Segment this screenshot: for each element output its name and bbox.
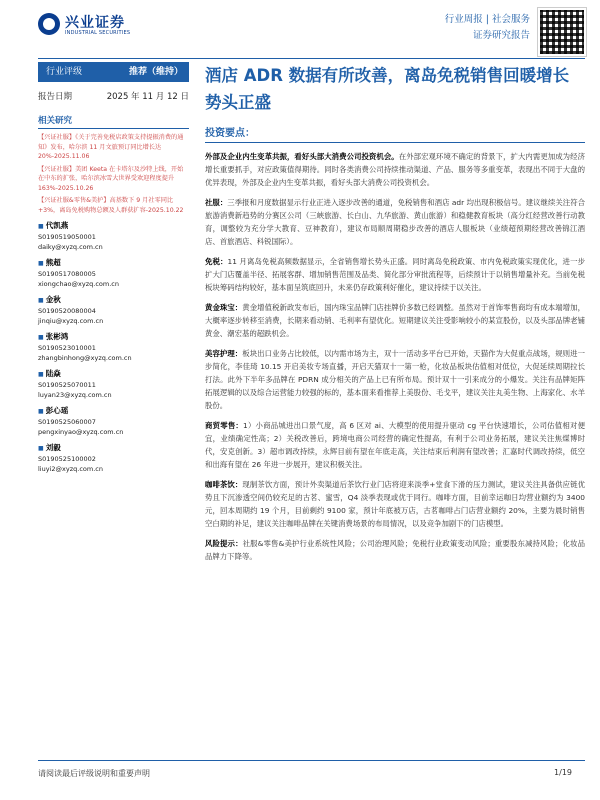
paragraph — [205, 347, 585, 412]
company-logo — [38, 10, 148, 40]
related-item[interactable]: 【兴证社服】《关于完善免税店政策支持提振消费的通知》发布，哈尔滨 11 月文旅预订同比增长达 20%-2025.11.06 — [38, 134, 184, 160]
analyst-entry — [38, 332, 189, 363]
analyst-email[interactable]: luyan23@xyzq.com.cn — [38, 391, 112, 399]
paragraph — [205, 419, 585, 471]
paragraph-text: 11 月离岛免税高频数据显示，全省销售增长势头正盛。同时离岛免税政策、市内免税政策实现优化，进一步扩大门店覆盖半径、拓展客群、增加销售范围及品类、简化部分审批流程等，后续预计于以销售增量补充。当前免税板块筹码结构较好，基本面呈筑底回升，未来仍存政策利好催化，建议持续于以关注。 — [205, 257, 585, 292]
report-date — [38, 90, 189, 102]
analyst-name: ■ 刘毅 — [38, 443, 189, 454]
analyst-id: S0190523010001 — [38, 344, 96, 352]
analyst-name: ■ 张彬鸿 — [38, 332, 189, 343]
header-report-type: 证券研究报告 — [472, 30, 530, 41]
paragraph-text: 板块出口业务占比较低，以内需市场为主，双十一活动多平台已开始，天猫作为大促重点战场，规则进一步简化，李佳琦 10.15 开启美妆专场直播，开启天猫双十一第一枪，化妆品板块估值相对低位，大促延续周期拉长打法。此外下半年多品牌在 PDRN 成分相关的产品上已有所布局。预计双十一引来成分的小爆发。关注有品牌矩阵拓展逻辑的以及综合运营能力较强的标的，基本面来看推荐上美股份、毛戈平，建议关注丸美生物、上海家化、水羊股份。 — [205, 349, 585, 410]
analyst-name: ■ 彭心瑶 — [38, 406, 189, 417]
main-content — [205, 62, 585, 563]
paragraph-text: 在外部宏观环境不确定的背景下，扩大内需更加成为经济增长重要抓手，对应政策值得期待。同时各类消费公司持续推动渠道、产品、服务等多重变革，表现出不同于大盘的优异表现，外部及企业内生变革共振，看好头部大消费公司投资机会。 — [205, 152, 585, 187]
analyst-entry — [38, 258, 189, 289]
paragraph-lead: 免税： — [205, 257, 228, 266]
paragraph-lead: 黄金珠宝： — [205, 303, 243, 312]
analyst-entry — [38, 295, 189, 326]
rating-value: 推荐（维持） — [110, 62, 189, 82]
paragraph-text: 1）小商品城进出口景气度，高 6 区对 ai、大模型的使用提升驱动 cg 平台快速增长，公司估值相对便宜，业绩确定性高；2）关税改善后，跨境电商公司经营的确定性提高，有利于公司业务拓展，建议关注焦煤博时代，安克创新。3）超市调改持续，永辉目前有望在年底走高，关注结束后利润有望改善；汇嘉时代调改持续，低空和出海有望在 26 年进一步展开，建议积极关注。 — [205, 421, 585, 469]
report-title: 酒店 ADR 数据有所改善，离岛免税销售回暖增长势头正盛 — [205, 66, 570, 112]
date-label: 报告日期 — [38, 92, 73, 102]
analyst-id: S0190525060007 — [38, 418, 96, 426]
analyst-email[interactable]: pengxinyao@xyzq.com.cn — [38, 428, 124, 436]
paragraph-lead: 社服： — [205, 198, 228, 207]
logo-text-en: INDUSTRIAL SECURITIES — [65, 30, 131, 36]
paragraph — [205, 150, 585, 189]
analyst-id: S0190519050001 — [38, 233, 96, 241]
related-research-title: 相关研究 — [38, 114, 189, 129]
analyst-id: S0190525070011 — [38, 381, 96, 389]
paragraph-lead: 美容护理： — [205, 349, 243, 358]
related-item[interactable]: 【兴证社服】美团 Keeta 在卡塔尔及沙特上线，开始在中东的扩张，哈尔滨冰雪大世界受欢迎程度提升 163%-2025.10.26 — [38, 165, 184, 192]
paragraph — [205, 478, 585, 530]
paragraph — [205, 301, 585, 340]
paragraph — [205, 537, 585, 563]
rating-tag — [38, 62, 189, 82]
analyst-email[interactable]: xiongchao@xyzq.com.cn — [38, 280, 119, 288]
analyst-name: ■ 金秋 — [38, 295, 189, 306]
analyst-entry — [38, 443, 189, 474]
analyst-name: ■ 陆焱 — [38, 369, 189, 380]
analyst-entry — [38, 369, 189, 400]
page-number: 1/19 — [554, 768, 572, 777]
related-item[interactable]: 【兴证社服&零售&美护】高基数下 9 月社零同比+3%，离岛免税购物总额及人群获扩容-2025.10.22 — [38, 197, 184, 214]
paragraph-text: 现制茶饮方面，预计外卖渠道后茶饮行业门店将迎来淡季+堂食下滑的压力测试，建议关注具备供应链优势且下沉渗透空间仍较充足的古茗、蜜雪，Q4 淡季表现或优于同行。咖啡方面，目前幸运咖日均营业额约为 3400 元，回本周期约 19 个月，目前剩约 9100 家，预计年底被万店，古茗咖啡占门店营业额约 20%，主要为晨时销售空白期的补足，建议关注咖啡品牌在关键消费场景的布局情况，以及竞争加剧下的门店模型。 — [205, 480, 585, 528]
analyst-id: S0190520080004 — [38, 307, 96, 315]
header-divider — [38, 58, 585, 59]
analyst-email[interactable]: zhangbinhong@xyzq.com.cn — [38, 354, 132, 362]
points-heading: 投资要点： — [205, 124, 585, 143]
logo-text-cn: 兴业证券 — [65, 15, 125, 31]
paragraph-lead: 风险提示： — [205, 539, 243, 548]
analyst-id: S0190525100002 — [38, 455, 96, 463]
paragraph-text: 黄金增值税新政发布后，国内珠宝品牌门店挂牌价多数已经调整。虽然对于首饰零售商均有成本端增加，大概率逐步转移至消费，长期来看动销、毛利率有望优化。短期建议关注受影响较小的某宣股份，以及头部品牌老铺黄金、潮宏基的超跌机会。 — [205, 303, 585, 338]
analyst-entry — [38, 221, 189, 252]
sidebar — [38, 62, 189, 474]
rating-label: 行业评级 — [38, 62, 110, 82]
analyst-list — [38, 221, 189, 474]
analyst-email[interactable]: jinqiu@xyzq.com.cn — [38, 317, 104, 325]
analyst-email[interactable]: daiky@xyzq.com.cn — [38, 243, 103, 251]
analyst-email[interactable]: liuyi2@xyzq.com.cn — [38, 465, 103, 473]
date-value: 2025 年 11 月 12 日 — [106, 92, 189, 102]
logo-icon — [38, 13, 60, 35]
analyst-id: S0190517080005 — [38, 270, 96, 278]
header-meta: 行业周报 | 社会服务 证券研究报告 — [444, 14, 530, 41]
header-sector: 社会服务 — [491, 14, 530, 25]
paragraph-text: 社服&零售&美护行业系统性风险；公司治理风险；免税行业政策变动风险；重要股东减持风险；化妆品品牌力下降等。 — [205, 539, 585, 561]
paragraph — [205, 196, 585, 248]
analyst-entry — [38, 406, 189, 437]
paragraph-lead: 咖啡茶饮： — [205, 480, 243, 489]
footer-disclaimer[interactable]: 请阅读最后评级说明和重要声明 — [38, 769, 150, 778]
paragraph-text: 三季报和月度数据显示行业正进入逐步改善的通道，免税销售和酒店 adr 均出现积极信号。建议继续关注符合旅游消费新趋势的分赛区公司（三峡旅游、长白山、九华旅游、黄山旅游）和稳健教育板块（高分红经营改善行动教育，调整较为充分学大教育、豆神教育），建议布局顺周期稳步改善的酒店人服板块（业绩超预期经营改善锦江酒店、首旅酒店、科锐国际）。 — [205, 198, 585, 246]
analyst-name: ■ 代凯燕 — [38, 221, 189, 232]
paragraph — [205, 255, 585, 294]
analyst-name: ■ 熊超 — [38, 258, 189, 269]
qr-code-icon — [538, 8, 586, 56]
related-research-list — [38, 133, 189, 215]
paragraph-lead: 外部及企业内生变革共振，看好头部大消费公司投资机会。 — [205, 152, 399, 161]
header-category: 行业周报 — [444, 14, 483, 25]
paragraph-lead: 商贸零售： — [205, 421, 244, 430]
footer-divider — [38, 760, 585, 761]
